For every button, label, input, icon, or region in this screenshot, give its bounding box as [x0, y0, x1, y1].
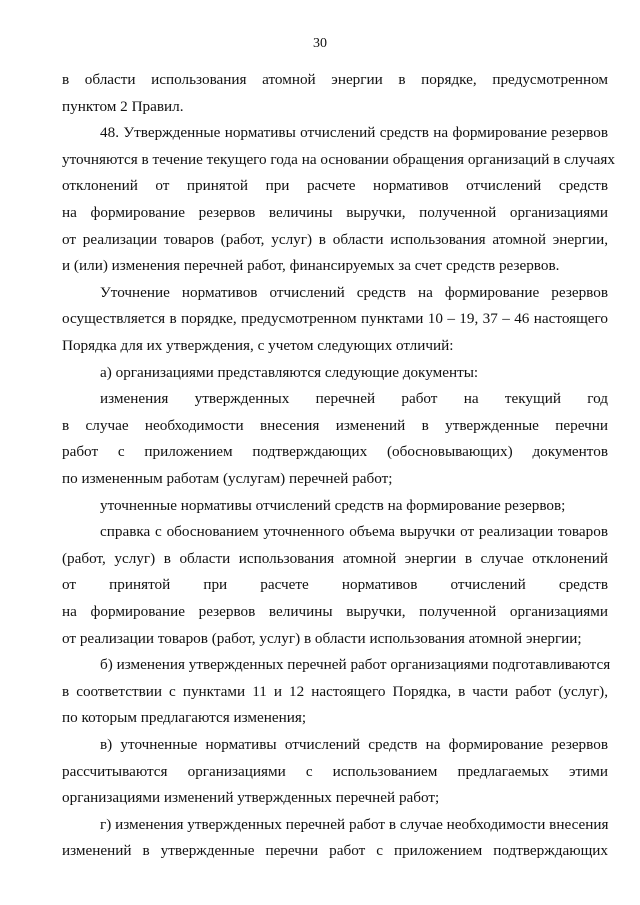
text-line: в) уточненные нормативы отчислений средств на формирование резервов — [100, 736, 608, 753]
text-line: Уточнение нормативов отчислений средств на формирование резервов — [100, 283, 608, 301]
text-line: (работ, услуг) в области использования атомной энергии в случае отклонений — [62, 549, 608, 567]
text-line: в соответствии с пунктами 11 и 12 настоящего Порядка, в части работ (услуг), — [62, 682, 608, 700]
text-line: изменений в утвержденные перечни работ с приложением подтверждающих — [62, 842, 608, 860]
text-line: 48. Утвержденные нормативы отчислений средств на формирование резервов — [100, 124, 608, 142]
text-line: справка с обоснованием уточненного объема выручки от реализации товаров — [100, 523, 608, 541]
text-line: по измененным работам (услугам) перечней работ; — [62, 470, 393, 487]
text-line: на формирование резервов величины выручки, полученной организациями — [62, 603, 608, 620]
text-line: и (или) изменения перечней работ, финансируемых за счет средств резервов. — [62, 257, 560, 275]
text-line: от принятой при расчете нормативов отчислений средств — [62, 576, 608, 594]
text-line: б) изменения утвержденных перечней работ организациями подготавливаются — [100, 656, 611, 674]
text-line: на формирование резервов величины выручки, полученной организациями — [62, 204, 608, 221]
text-line: работ с приложением подтверждающих (обосновывающих) документов — [62, 443, 608, 461]
text-line: рассчитываются организациями с использованием предлагаемых этими — [62, 762, 608, 780]
text-line: в области использования атомной энергии в порядке, предусмотренном — [62, 71, 608, 88]
text-line: уточненные нормативы отчислений средств на формирование резервов; — [100, 496, 566, 514]
text-line: организациями изменений утвержденных перечней работ; — [62, 789, 440, 807]
text-line: а) организациями представляются следующие документы: — [100, 363, 479, 381]
text-line: г) изменения утвержденных перечней работ в случае необходимости внесения — [100, 815, 609, 833]
text-line: пунктом 2 Правил. — [62, 97, 184, 115]
text-line: уточняются в течение текущего года на основании обращения организаций в случаях — [62, 150, 615, 168]
text-line: от реализации товаров (работ, услуг) в области использования атомной энергии, — [62, 230, 608, 248]
text-line: отклонений от принятой при расчете нормативов отчислений средств — [62, 177, 608, 195]
page-number: 30 — [313, 36, 327, 51]
text-line: осуществляется в порядке, предусмотренном пунктами 10 – 19, 37 – 46 настоящего — [62, 310, 608, 328]
text-line: в случае необходимости внесения изменений в утвержденные перечни — [62, 416, 608, 434]
text-line: по которым предлагаются изменения; — [62, 709, 307, 727]
text-line: от реализации товаров (работ, услуг) в области использования атомной энергии; — [62, 629, 582, 647]
text-line: изменения утвержденных перечней работ на текущий год — [100, 390, 608, 408]
text-line: Порядка для их утверждения, с учетом следующих отличий: — [62, 337, 454, 354]
